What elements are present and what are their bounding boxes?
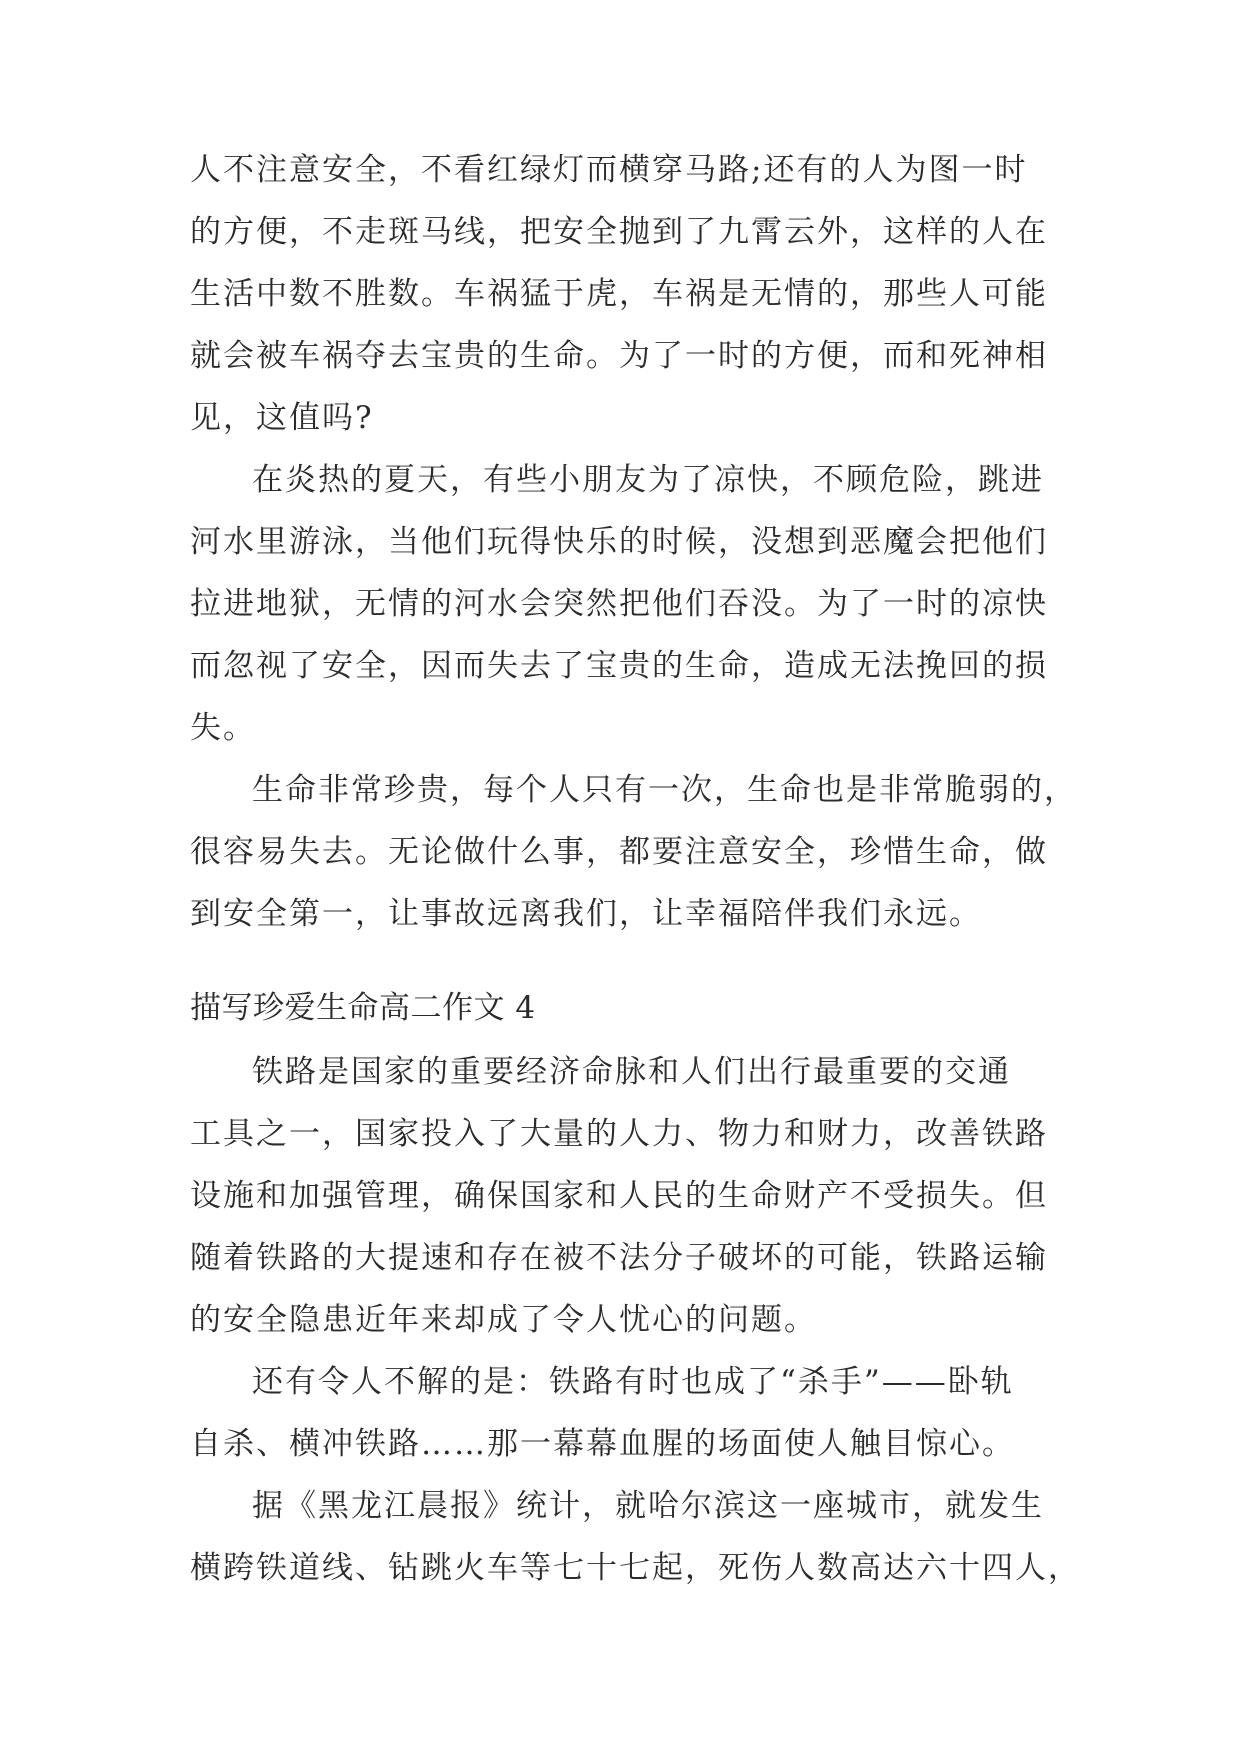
text-line: 失。 xyxy=(190,710,256,746)
text-line: 人不注意安全，不看红绿灯而横穿马路;还有的人为图一时 xyxy=(190,152,1028,188)
text-line: 到安全第一，让事故远离我们，让幸福陪伴我们永远。 xyxy=(190,896,982,932)
text-line: 设施和加强管理，确保国家和人民的生命财产不受损失。但 xyxy=(190,1178,1048,1214)
text-line: 工具之一，国家投入了大量的人力、物力和财力，改善铁路 xyxy=(190,1116,1048,1152)
text-line: 的方便，不走斑马线，把安全抛到了九霄云外，这样的人在 xyxy=(190,214,1048,250)
text-line: 生活中数不胜数。车祸猛于虎，车祸是无情的，那些人可能 xyxy=(190,276,1048,312)
paragraph-first-line: 据《黑龙江晨报》统计，就哈尔滨这一座城市，就发生 xyxy=(252,1488,1044,1524)
text-line: 很容易失去。无论做什么事，都要注意安全，珍惜生命，做 xyxy=(190,834,1048,870)
paragraph-first-line: 生命非常珍贵，每个人只有一次，生命也是非常脆弱的， xyxy=(252,772,1077,808)
text-line: 自杀、横冲铁路……那一幕幕血腥的场面使人触目惊心。 xyxy=(190,1426,1015,1462)
paragraph-first-line: 在炎热的夏天，有些小朋友为了凉快，不顾危险，跳进 xyxy=(252,462,1044,498)
paragraph-first-line: 还有令人不解的是：铁路有时也成了“杀手”——卧轨 xyxy=(252,1364,1014,1400)
section-heading: 描写珍爱生命高二作文 4 xyxy=(190,990,536,1026)
text-line: 而忽视了安全，因而失去了宝贵的生命，造成无法挽回的损 xyxy=(190,648,1048,684)
text-line: 横跨铁道线、钻跳火车等七十七起，死伤人数高达六十四人， xyxy=(190,1550,1081,1586)
text-line: 随着铁路的大提速和存在被不法分子破坏的可能，铁路运输 xyxy=(190,1240,1048,1276)
text-line: 河水里游泳，当他们玩得快乐的时候，没想到恶魔会把他们 xyxy=(190,524,1048,560)
text-line: 见，这值吗? xyxy=(190,400,374,436)
paragraph-first-line: 铁路是国家的重要经济命脉和人们出行最重要的交通 xyxy=(252,1054,1011,1090)
text-line: 的安全隐患近年来却成了令人忧心的问题。 xyxy=(190,1302,817,1338)
text-line: 就会被车祸夺去宝贵的生命。为了一时的方便，而和死神相 xyxy=(190,338,1048,374)
text-line: 拉进地狱，无情的河水会突然把他们吞没。为了一时的凉快 xyxy=(190,586,1048,622)
